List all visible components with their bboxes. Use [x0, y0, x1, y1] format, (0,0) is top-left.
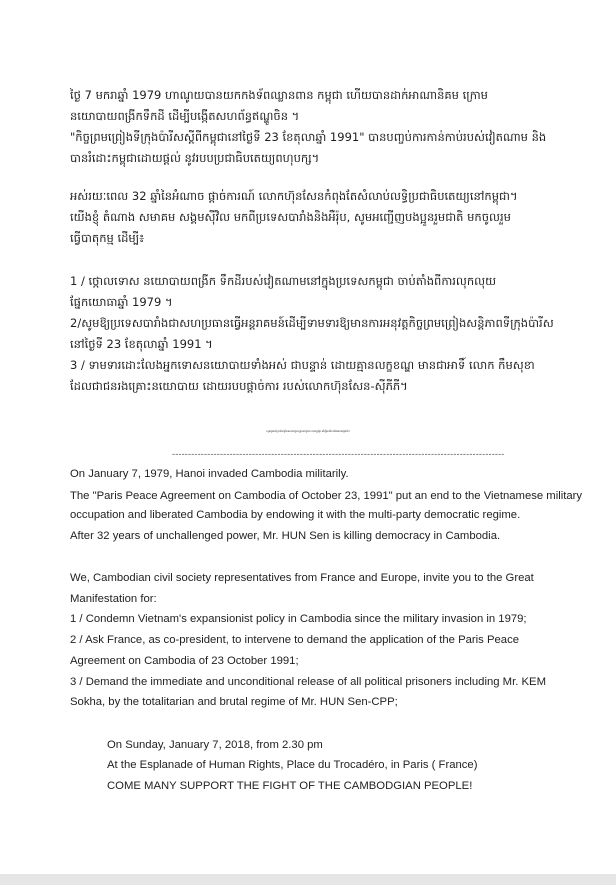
khmer-line: ធ្វើបាតុកម្ម ដើម្បី៖	[70, 231, 145, 245]
khmer-line: ដែលជាជនរងគ្រោះនយោបាយ ដោយរបបផ្តាច់ការ របស់លោកហ៊ុនសែន-ស៊ីភីភី។	[70, 379, 408, 393]
khmer-line: នៅថ្ងៃទី 23 ខែតុលាឆ្នាំ 1991 ។	[70, 337, 213, 351]
english-line: The "Paris Peace Agreement on Cambodia of October 23, 1991" put an end to the Vietnamese military	[70, 490, 583, 502]
khmer-line: 1 / ថ្កោលទោស នយោបាយពង្រីក ទឹកដីរបស់វៀតណាមនៅក្នុងប្រទេសកម្ពុជា ចាប់តាំងពីការលុកលុយ	[70, 274, 497, 288]
khmer-line: 3 / ទាមទារដោះលែងអ្នកទោសនយោបាយទាំងអស់ ជាបន្ទាន់ ដោយគ្មានលក្ខខណ្ឌ មានជាអាទិ៍ លោក កឹមសុខា	[70, 358, 535, 372]
english-line: Manifestation for:	[70, 593, 157, 605]
khmer-line: 2/សូមឱ្យប្រទេសបារាំងជាសហប្រធានធ្វើអន្តរាគមន៍ដើម្បីទាមទារឱ្យមានការអនុវត្តកិច្ចព្រមព្រៀងសន្តិភាពទីក្រុងប៉ារីស	[70, 316, 554, 330]
english-line: Sokha, by the totalitarian and brutal regime of Mr. HUN Sen-CPP;	[70, 696, 398, 708]
english-line: We, Cambodian civil society representatives from France and Europe, invite you to the Great	[70, 572, 534, 584]
dashed-divider: --------------------------------------------------------------------------------------------------------	[172, 449, 505, 459]
english-line: 2 / Ask France, as co-president, to intervene to demand the application of the Paris Peace	[70, 634, 519, 646]
english-line: On January 7, 1979, Hanoi invaded Cambodia militarily.	[70, 468, 349, 480]
khmer-line: ផ្នែកយោធាឆ្នាំ 1979 ។	[70, 295, 173, 309]
khmer-line: យើងខ្ញុំ តំណាង សមាគម សង្គមស៊ីវិល មកពីប្រទេសបារាំងនិងអឺរ៉ុប, សូមអញ្ជើញបងប្អូនរួមជាតិ មកចូលរួម	[70, 210, 511, 224]
english-line: 3 / Demand the immediate and unconditional release of all political prisoners including Mr. KEM	[70, 676, 546, 688]
khmer-line: ថ្ងៃ 7 មករាឆ្នាំ 1979 ហាណូយបានយកកងទ័ពឈ្លានពាន កម្ពុជា ហើយបានដាក់អាណានិគម ក្រោម	[70, 88, 488, 102]
event-date: On Sunday, January 7, 2018, from 2.30 pm	[107, 739, 323, 751]
khmer-line: នយោបាយពង្រីកទឹកដី ដើម្បីបង្កើតសហព័ន្ធឥណ្ឌូចិន ។	[70, 109, 300, 123]
event-location: At the Esplanade of Human Rights, Place du Trocadéro, in Paris ( France)	[107, 759, 478, 771]
english-line: After 32 years of unchallenged power, Mr. HUN Sen is killing democracy in Cambodia.	[70, 530, 501, 542]
event-slogan: COME MANY SUPPORT THE FIGHT OF THE CAMBODGIAN PEOPLE!	[107, 780, 473, 792]
english-line: 1 / Condemn Vietnam's expansionist policy in Cambodia since the military invasion in 1979;	[70, 613, 527, 625]
english-line: Agreement on Cambodia of 23 October 1991;	[70, 655, 299, 667]
khmer-line: "កិច្ចព្រមព្រៀងទីក្រុងប៉ារីសស្តីពីកម្ពុជានៅថ្ងៃទី 23 ខែតុលាឆ្នាំ 1991" បានបញ្ចប់ការកាន់កាប់របស់វៀតណាម និង	[70, 130, 547, 144]
page-bottom-edge	[0, 874, 616, 885]
english-line: occupation and liberated Cambodia by endowing it with the multi-party democratic regime.	[70, 509, 521, 521]
khmer-line: បានរំដោះកម្ពុជាដោយផ្តល់ នូវរបបប្រជាធិបតេយ្យពហុបក្ស។	[70, 151, 320, 165]
khmer-line: អស់រយៈពេល 32 ឆ្នាំនៃអំណាច ផ្តាច់ការណ៍ លោកហ៊ុនសែនកំពុងតែសំលាប់លទ្ធិប្រជាធិបតេយ្យនៅកម្ពុជា។	[70, 189, 518, 203]
khmer-slogan: សូមជួយគាំទ្រយ៉ាងខ្លាំងដល់ការប្រយុទ្ធរបស់ប្រជា ពលរដ្ឋខ្មែរ ដើម្បីសេរីភាពនិងឯករាជ្យជាតិ!	[266, 430, 350, 433]
